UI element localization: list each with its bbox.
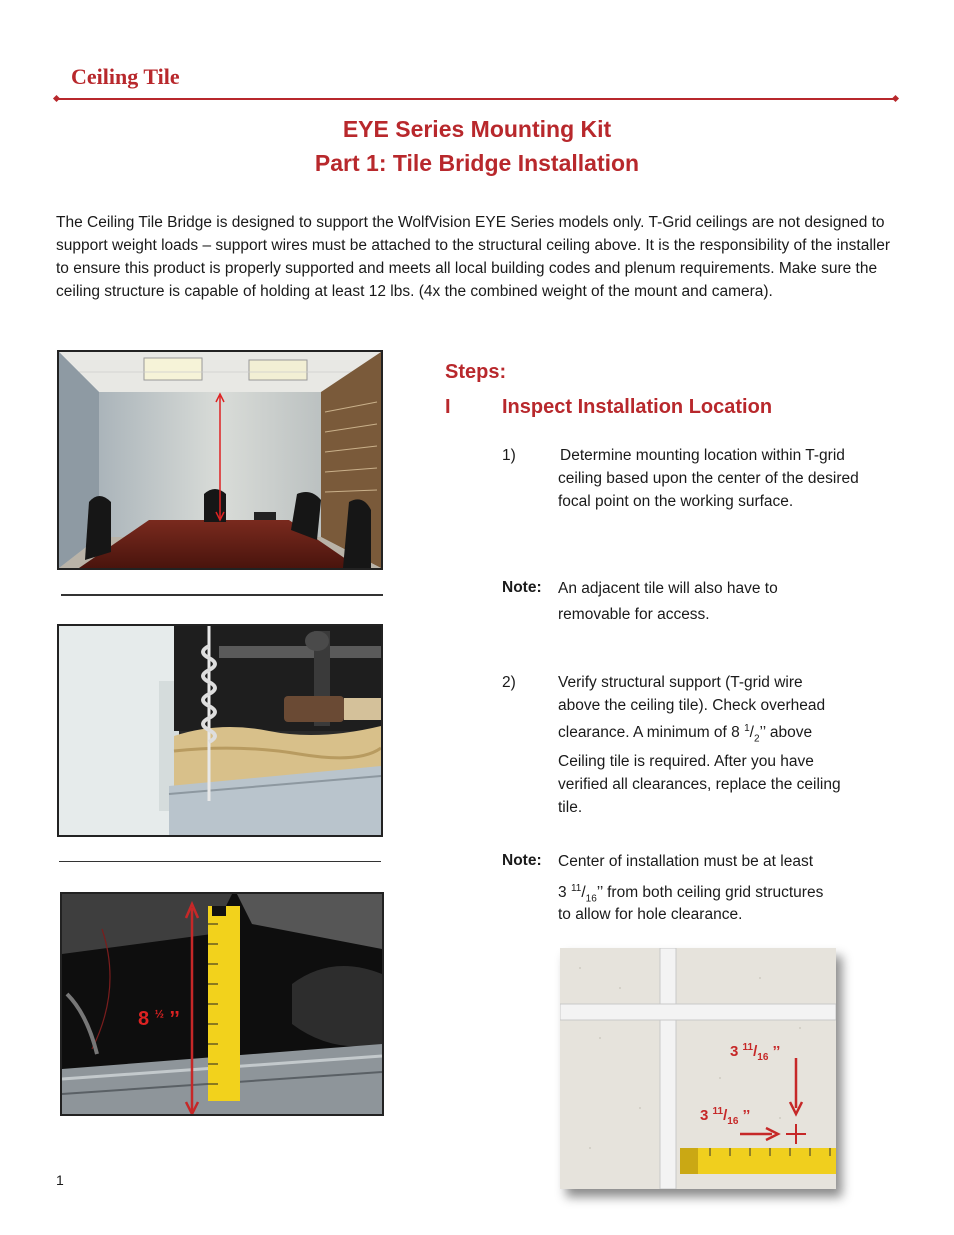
conference-room-photo <box>57 350 383 570</box>
section-title: Inspect Installation Location <box>502 396 773 418</box>
doc-title-line1: EYE Series Mounting Kit <box>342 116 612 142</box>
step-text: Verify structural support (T-grid wire above the ceiling tile). Check overhead clearance. A minimum of 8 $^1/_2$’’ above Ceiling tile is required. After you have verified all clearances, replace the ceiling tile. <box>558 674 841 817</box>
doc-title-line2: Part 1: Tile Bridge Installation <box>314 150 640 176</box>
horizontal-clearance-label: 3 $^{11}/_{16}$ ’’ <box>700 1106 751 1127</box>
note-label: Note: <box>502 579 542 596</box>
tgrid-wire-photo <box>57 624 383 837</box>
note-text: 3 $^{11}/_{16}$’’ from both ceiling grid structures <box>558 883 824 905</box>
header-divider <box>56 98 896 100</box>
note-text: removable for access. <box>558 606 710 623</box>
steps-heading: Steps: <box>445 361 507 383</box>
photo-divider <box>61 594 383 596</box>
clearance-label: 8 $^{\frac{1}{2}}$ ’’ <box>138 1008 180 1030</box>
photo-divider <box>59 861 381 862</box>
note-text: to allow for hole clearance. <box>558 906 743 923</box>
step-number: 2) <box>502 674 516 691</box>
step-number: 1) <box>502 447 516 464</box>
note-label: Note: <box>502 852 542 869</box>
section-number: I <box>445 396 451 418</box>
step-text: Determine mounting location within T-grid ceiling based upon the center of the desired focal point on the working surface. <box>558 447 859 510</box>
plenum-measurement-photo <box>60 892 384 1116</box>
tile-clearance-photo <box>560 948 836 1189</box>
intro-paragraph: The Ceiling Tile Bridge is designed to support the WolfVision EYE Series models only. T-Grid ceilings are not designed to support weight loads – support wires must be attached to the structural ceiling above. It is the responsibility of the installer to ensure this product is properly supported and meets all local building codes and plenum requirements. Make sure the ceiling structure is capable of holding at least 12 lbs. (4x the combined weight of the mount and camera). <box>56 214 890 300</box>
vertical-clearance-label: 3 $^{11}/_{16}$ ’’ <box>730 1042 781 1063</box>
page-number: 1 <box>56 1172 64 1188</box>
section-header: Ceiling Tile <box>71 64 180 89</box>
note-text: Center of installation must be at least <box>558 853 814 870</box>
note-text: An adjacent tile will also have to <box>558 580 778 597</box>
